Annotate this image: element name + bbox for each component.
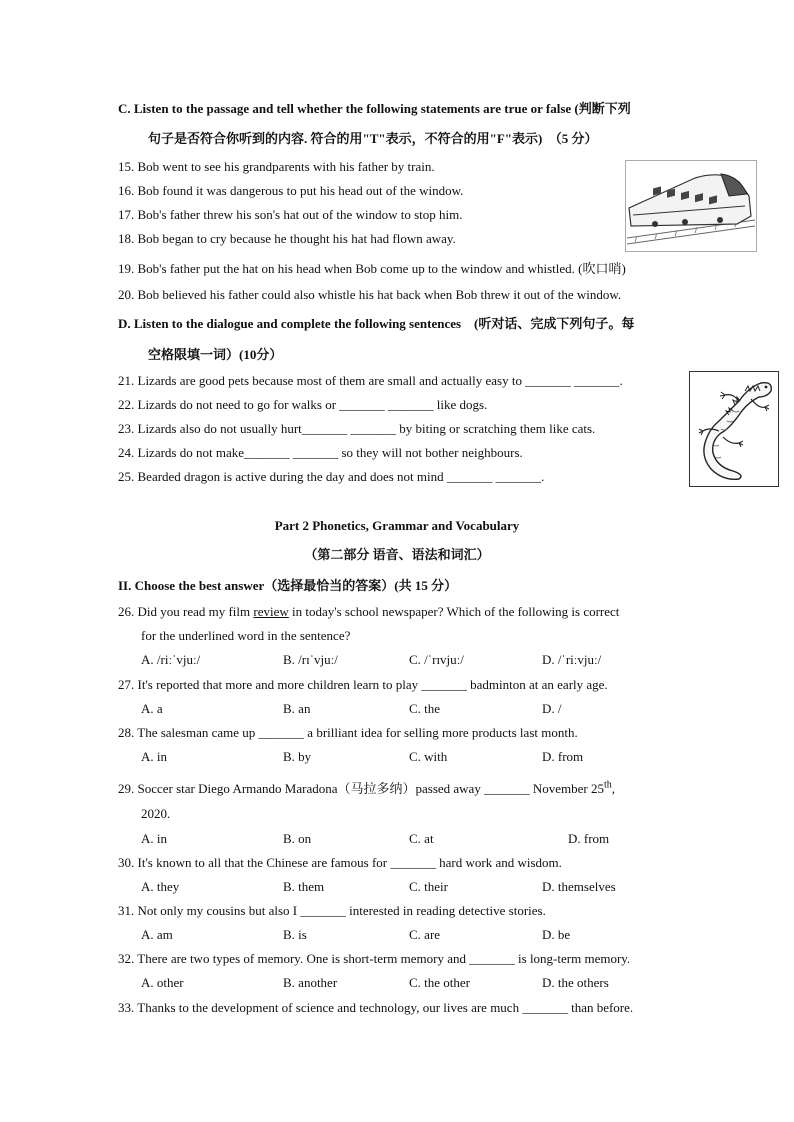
question-26-post: in today's school newspaper? Which of the following is correct (288, 604, 620, 619)
q27-option-b[interactable]: B. an (283, 701, 311, 716)
statement-17: 17. Bob's father threw his son's hat out of the window to stop him. (118, 207, 463, 222)
superscript-th: th (603, 779, 612, 791)
q30-option-a[interactable]: A. they (141, 879, 180, 894)
q26-option-b[interactable]: B. /rɪˈvjuː/ (283, 652, 338, 667)
q31-option-c[interactable]: C. are (409, 927, 441, 942)
q30-option-c[interactable]: C. their (409, 879, 448, 894)
question-31: 31. Not only my cousins but also I _______ interested in reading detective stories. (118, 903, 546, 918)
sentence-21: 21. Lizards are good pets because most of them are small and actually easy to _______ _______. (118, 373, 623, 388)
section-ii-heading: II. Choose the best answer（选择最恰当的答案）(共 15 分） (118, 578, 458, 593)
q28-option-c[interactable]: C. with (409, 749, 448, 764)
q29-option-c[interactable]: C. at (409, 831, 434, 846)
statement-20: 20. Bob believed his father could also whistle his hat back when Bob threw it out of the window. (118, 287, 622, 302)
question-28: 28. The salesman came up _______ a brilliant idea for selling more products last month. (118, 725, 578, 740)
q31-option-a[interactable]: A. am (141, 927, 173, 942)
statement-19: 19. Bob's father put the hat on his head when Bob come up to the window and whistled. (吹口哨) (118, 261, 626, 276)
section-c-heading-line2: 句子是否符合你听到的内容. 符合的用"T"表示，不符合的用"F"表示) （5 分） (148, 131, 598, 146)
question-26 (118, 604, 619, 620)
lizard-illustration-icon (689, 371, 779, 487)
q32-option-b[interactable]: B. another (283, 975, 338, 990)
sentence-24: 24. Lizards do not make_______ _______ so they will not bother neighbours. (118, 445, 523, 460)
q26-option-c[interactable]: C. /ˈrɪvjuː/ (409, 652, 464, 667)
q32-option-c[interactable]: C. the other (409, 975, 471, 990)
part2-subtitle: （第二部分 语音、语法和词汇） (304, 547, 490, 562)
statement-18: 18. Bob began to cry because he thought his hat had flown away. (118, 231, 456, 246)
q31-option-d[interactable]: D. be (542, 927, 571, 942)
q28-option-b[interactable]: B. by (283, 749, 312, 764)
q30-option-d[interactable]: D. themselves (542, 879, 616, 894)
q28-option-a[interactable]: A. in (141, 749, 167, 764)
q29-option-b[interactable]: B. on (283, 831, 312, 846)
q29-option-a[interactable]: A. in (141, 831, 167, 846)
question-26-line2: for the underlined word in the sentence? (141, 628, 351, 643)
q27-option-c[interactable]: C. the (409, 701, 441, 716)
question-29 (118, 778, 615, 797)
q31-option-b[interactable]: B. is (283, 927, 307, 942)
section-c-heading-line1: C. Listen to the passage and tell whether the following statements are true or false (判断下列 (118, 101, 631, 116)
underlined-word: review (253, 604, 289, 619)
sentence-22: 22. Lizards do not need to go for walks or _______ _______ like dogs. (118, 397, 488, 412)
statement-15: 15. Bob went to see his grandparents with his father by train. (118, 159, 435, 174)
question-29-line2: 2020. (141, 806, 171, 821)
section-d-heading-line1: D. Listen to the dialogue and complete the following sentences (听对话、完成下列句子。每 (118, 316, 635, 331)
q26-option-a[interactable]: A. /riːˈvjuː/ (141, 652, 201, 667)
question-27: 27. It's reported that more and more children learn to play _______ badminton at an early age. (118, 677, 608, 692)
question-32: 32. There are two types of memory. One is short-term memory and _______ is long-term memory. (118, 951, 631, 966)
part2-title: Part 2 Phonetics, Grammar and Vocabulary (274, 518, 520, 533)
q29-option-d[interactable]: D. from (568, 831, 610, 846)
q30-option-b[interactable]: B. them (283, 879, 325, 894)
q27-option-a[interactable]: A. a (141, 701, 163, 716)
question-33: 33. Thanks to the development of science and technology, our lives are much _______ than before. (118, 1000, 634, 1015)
question-26-pre: 26. Did you read my film (118, 604, 254, 619)
train-illustration-icon (625, 160, 757, 252)
sentence-25: 25. Bearded dragon is active during the day and does not mind _______ _______. (118, 469, 545, 484)
q28-option-d[interactable]: D. from (542, 749, 584, 764)
question-30: 30. It's known to all that the Chinese are famous for _______ hard work and wisdom. (118, 855, 562, 870)
q32-option-a[interactable]: A. other (141, 975, 184, 990)
section-d-heading-line2: 空格限填一词）(10分） (148, 347, 283, 362)
q27-option-d[interactable]: D. / (542, 701, 562, 716)
question-29-text: 29. Soccer star Diego Armando Maradona（马拉多纳）passed away _______ November 25 (118, 781, 604, 796)
sentence-23: 23. Lizards also do not usually hurt_______ _______ by biting or scratching them like cats. (118, 421, 596, 436)
q26-option-d[interactable]: D. /ˈriːvjuː/ (542, 652, 602, 667)
question-29-tail: , (611, 781, 615, 796)
statement-16: 16. Bob found it was dangerous to put his head out of the window. (118, 183, 464, 198)
q32-option-d[interactable]: D. the others (542, 975, 609, 990)
